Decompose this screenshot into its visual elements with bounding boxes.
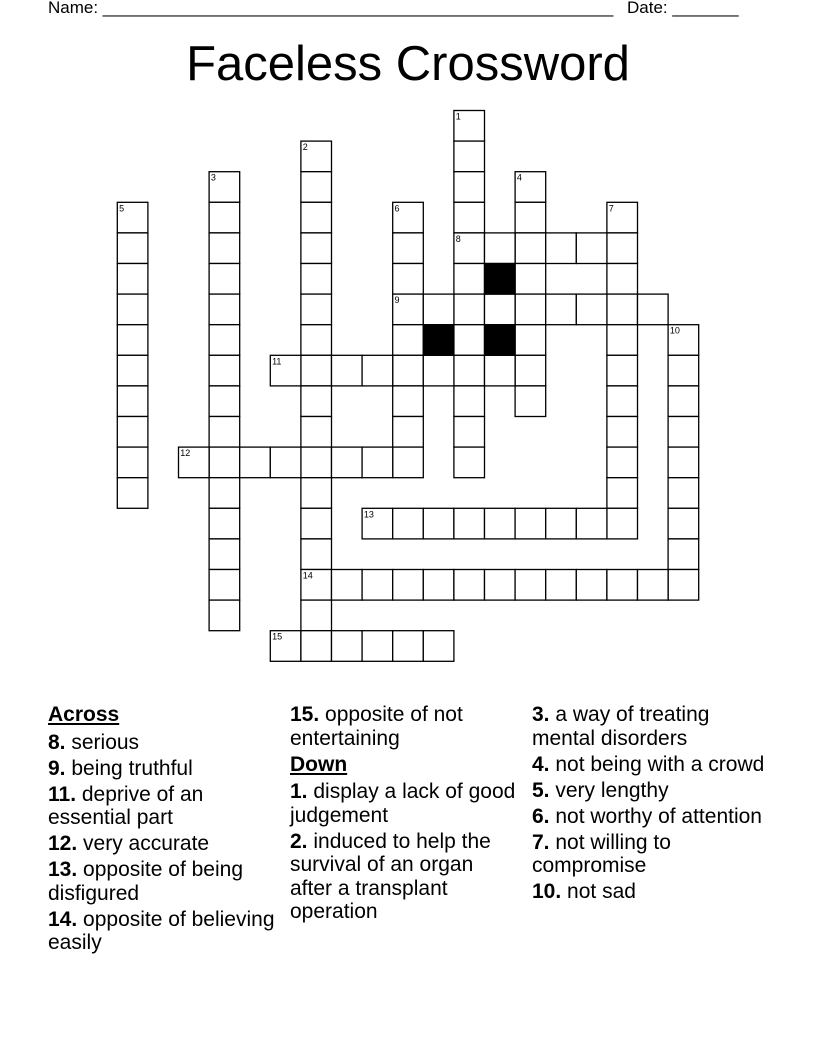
clue-down-2 — [290, 830, 520, 924]
grid-cell[interactable] — [454, 141, 485, 172]
clue-across-8 — [48, 731, 278, 755]
grid-cell[interactable] — [607, 478, 638, 509]
grid-cell[interactable] — [209, 325, 240, 356]
clue-number: 6. — [532, 804, 550, 828]
grid-cell[interactable] — [393, 386, 424, 417]
cell-number: 13 — [363, 509, 374, 520]
grid-cell[interactable] — [607, 355, 638, 386]
cell-number: 10 — [669, 325, 680, 336]
clue-text: being truthful — [65, 756, 193, 780]
clues-column-1 — [48, 703, 278, 957]
clue-down-4 — [532, 753, 772, 777]
grid-cell[interactable] — [117, 355, 148, 386]
grid-cell[interactable] — [117, 386, 148, 417]
clue-across-9 — [48, 757, 278, 781]
clue-across-11 — [48, 783, 278, 830]
clue-number: 8. — [48, 730, 66, 754]
grid-cell[interactable] — [393, 233, 424, 264]
grid-cell[interactable] — [332, 631, 363, 662]
grid-cell[interactable] — [362, 355, 393, 386]
grid-cell[interactable] — [607, 233, 638, 264]
grid-cell[interactable] — [301, 447, 332, 478]
grid-cell[interactable] — [454, 417, 485, 448]
cell-number: 7 — [608, 203, 614, 214]
date-field[interactable]: Date: _______ — [627, 0, 739, 17]
grid-cell[interactable] — [515, 570, 546, 601]
grid-cell[interactable] — [668, 355, 699, 386]
grid-cell[interactable] — [607, 570, 638, 601]
cell-number: 2 — [302, 142, 308, 153]
grid-cell[interactable] — [423, 570, 454, 601]
clue-number: 11. — [48, 782, 77, 806]
clue-down-6 — [532, 805, 772, 829]
grid-cell[interactable] — [301, 264, 332, 295]
clue-down-5 — [532, 779, 772, 803]
grid-cell[interactable] — [607, 447, 638, 478]
clue-text: opposite of not entertaining — [290, 703, 463, 750]
clue-number: 12. — [48, 832, 78, 855]
grid-cell[interactable] — [301, 478, 332, 509]
grid-cell[interactable] — [607, 264, 638, 295]
cell-number: 9 — [394, 295, 400, 306]
clue-text: induced to help the survival of an organ after a transplant operation — [290, 829, 491, 923]
clue-text: not being with a crowd — [549, 752, 765, 776]
grid-cell[interactable] — [117, 478, 148, 509]
grid-cell[interactable] — [393, 417, 424, 448]
grid-cell[interactable] — [393, 447, 424, 478]
grid-cell[interactable] — [576, 233, 607, 264]
grid-cell[interactable] — [301, 202, 332, 233]
clue-number: 4. — [532, 752, 550, 776]
grid-cell[interactable] — [423, 355, 454, 386]
clue-number: 9. — [48, 756, 66, 780]
clue-number: 2. — [290, 829, 308, 853]
clue-text: not sad — [561, 880, 636, 903]
grid-cell[interactable] — [668, 539, 699, 570]
grid-cell[interactable] — [668, 570, 699, 601]
clue-down-1 — [290, 780, 520, 827]
cell-number: 6 — [394, 203, 400, 214]
grid-cell[interactable] — [209, 355, 240, 386]
grid-cell[interactable] — [209, 539, 240, 570]
black-square — [485, 325, 516, 356]
clue-number: 15. — [290, 703, 320, 726]
grid-cell[interactable] — [362, 570, 393, 601]
clue-across-13 — [48, 858, 278, 905]
grid-cell[interactable] — [668, 478, 699, 509]
grid-cell[interactable] — [209, 478, 240, 509]
grid-cell[interactable] — [454, 508, 485, 539]
grid-cell[interactable] — [576, 570, 607, 601]
clues-column-2 — [290, 703, 520, 926]
grid-cell[interactable] — [454, 264, 485, 295]
clue-text: a way of treating mental disorders — [532, 703, 710, 750]
grid-cell[interactable] — [117, 294, 148, 325]
grid-cell[interactable] — [209, 417, 240, 448]
clue-number: 7. — [532, 830, 550, 854]
cell-number: 14 — [302, 570, 313, 581]
grid-cell[interactable] — [515, 355, 546, 386]
grid-cell[interactable] — [638, 570, 669, 601]
grid-cell[interactable] — [117, 325, 148, 356]
grid-cell[interactable] — [423, 631, 454, 662]
grid-cell[interactable] — [546, 233, 577, 264]
grid-cell[interactable] — [454, 570, 485, 601]
grid-cell[interactable] — [546, 508, 577, 539]
grid-cell[interactable] — [301, 631, 332, 662]
grid-cell[interactable] — [209, 570, 240, 601]
grid-cell[interactable] — [607, 325, 638, 356]
clue-text: not willing to compromise — [532, 830, 671, 877]
black-square — [485, 264, 516, 295]
grid-cell[interactable] — [454, 325, 485, 356]
grid-cell[interactable] — [209, 447, 240, 478]
grid-cell[interactable] — [117, 264, 148, 295]
cell-number: 5 — [119, 203, 125, 214]
grid-cell[interactable] — [117, 417, 148, 448]
grid-cell[interactable] — [332, 355, 363, 386]
across-heading: Across — [48, 703, 120, 726]
grid-cell[interactable] — [301, 355, 332, 386]
grid-cell[interactable] — [515, 325, 546, 356]
grid-cell[interactable] — [209, 600, 240, 631]
cell-number: 1 — [455, 111, 461, 122]
clue-number: 14. — [48, 907, 78, 931]
grid-cell[interactable] — [393, 570, 424, 601]
name-field[interactable]: Name: ______________________________________________________ — [48, 0, 614, 17]
cell-number: 4 — [516, 172, 522, 183]
clue-text: display a lack of good judgement — [290, 780, 516, 827]
grid-cell[interactable] — [638, 294, 669, 325]
grid-cell[interactable] — [576, 508, 607, 539]
clue-across-12 — [48, 832, 278, 856]
grid-cell[interactable] — [485, 355, 516, 386]
clue-text: opposite of being disfigured — [48, 858, 243, 905]
grid-cell[interactable] — [423, 508, 454, 539]
grid-cell[interactable] — [454, 355, 485, 386]
clue-across-14 — [48, 908, 278, 955]
grid-cell[interactable] — [454, 447, 485, 478]
grid-cell[interactable] — [362, 447, 393, 478]
clue-text: opposite of believing easily — [48, 907, 275, 954]
grid-cell[interactable] — [515, 233, 546, 264]
grid-cell[interactable] — [546, 570, 577, 601]
grid-cell[interactable] — [332, 570, 363, 601]
grid-cell[interactable] — [515, 294, 546, 325]
grid-cell[interactable] — [301, 600, 332, 631]
grid-cell[interactable] — [209, 294, 240, 325]
grid-cell[interactable] — [301, 539, 332, 570]
grid-cell[interactable] — [393, 325, 424, 356]
clue-down-10 — [532, 880, 772, 904]
cell-number: 12 — [180, 448, 191, 459]
clue-number: 10. — [532, 880, 562, 903]
grid-cell[interactable] — [301, 386, 332, 417]
black-square — [423, 325, 454, 356]
grid-cell[interactable] — [270, 447, 301, 478]
grid-cell[interactable] — [668, 508, 699, 539]
grid-cell[interactable] — [546, 294, 577, 325]
grid-cell[interactable] — [209, 386, 240, 417]
grid-cell[interactable] — [393, 355, 424, 386]
grid-cell[interactable] — [485, 233, 516, 264]
page-title: Faceless Crossword — [186, 37, 630, 91]
down-heading: Down — [290, 752, 348, 776]
clues-column-3 — [532, 703, 772, 906]
grid-cell[interactable] — [301, 325, 332, 356]
grid-cell[interactable] — [209, 508, 240, 539]
grid-cell[interactable] — [454, 202, 485, 233]
grid-cell[interactable] — [668, 386, 699, 417]
clue-number: 1. — [290, 780, 308, 803]
grid-cell[interactable] — [454, 172, 485, 203]
clue-text: not worthy of attention — [549, 804, 762, 828]
grid-cell[interactable] — [117, 447, 148, 478]
grid-cell[interactable] — [393, 264, 424, 295]
cell-number: 11 — [272, 356, 282, 367]
clue-across-15 — [290, 703, 520, 750]
grid-cell[interactable] — [515, 386, 546, 417]
clue-down-3 — [532, 703, 772, 750]
clue-text: very lengthy — [549, 778, 669, 802]
grid-cell[interactable] — [240, 447, 271, 478]
grid-cell[interactable] — [454, 386, 485, 417]
grid-cell[interactable] — [668, 447, 699, 478]
grid-cell[interactable] — [332, 447, 363, 478]
grid-cell[interactable] — [515, 202, 546, 233]
grid-cell[interactable] — [515, 508, 546, 539]
grid-cell[interactable] — [607, 386, 638, 417]
grid-cell[interactable] — [454, 294, 485, 325]
grid-cell[interactable] — [485, 294, 516, 325]
grid-cell[interactable] — [301, 172, 332, 203]
clue-number: 13. — [48, 858, 78, 881]
grid-cell[interactable] — [301, 417, 332, 448]
cell-number: 8 — [455, 233, 461, 244]
clue-number: 5. — [532, 778, 550, 802]
grid-cell[interactable] — [209, 202, 240, 233]
grid-cell[interactable] — [423, 294, 454, 325]
grid-cell[interactable] — [485, 508, 516, 539]
grid-cell[interactable] — [393, 508, 424, 539]
grid-cell[interactable] — [576, 294, 607, 325]
grid-cell[interactable] — [117, 233, 148, 264]
grid-cell[interactable] — [362, 631, 393, 662]
grid-cell[interactable] — [301, 294, 332, 325]
grid-cell[interactable] — [515, 264, 546, 295]
grid-cell[interactable] — [209, 233, 240, 264]
grid-cell[interactable] — [668, 417, 699, 448]
grid-cell[interactable] — [301, 233, 332, 264]
grid-cell[interactable] — [209, 264, 240, 295]
cell-number: 3 — [210, 172, 216, 183]
clue-text: very accurate — [77, 832, 210, 855]
grid-cell[interactable] — [485, 570, 516, 601]
clue-text: serious — [65, 730, 140, 754]
clue-number: 3. — [532, 703, 550, 726]
cell-number: 15 — [272, 631, 283, 642]
clue-text: deprive of an essential part — [48, 782, 204, 829]
grid-cell[interactable] — [301, 508, 332, 539]
grid-cell[interactable] — [393, 631, 424, 662]
grid-cell[interactable] — [607, 417, 638, 448]
grid-cell[interactable] — [607, 508, 638, 539]
clue-down-7 — [532, 831, 772, 878]
grid-cell[interactable] — [607, 294, 638, 325]
